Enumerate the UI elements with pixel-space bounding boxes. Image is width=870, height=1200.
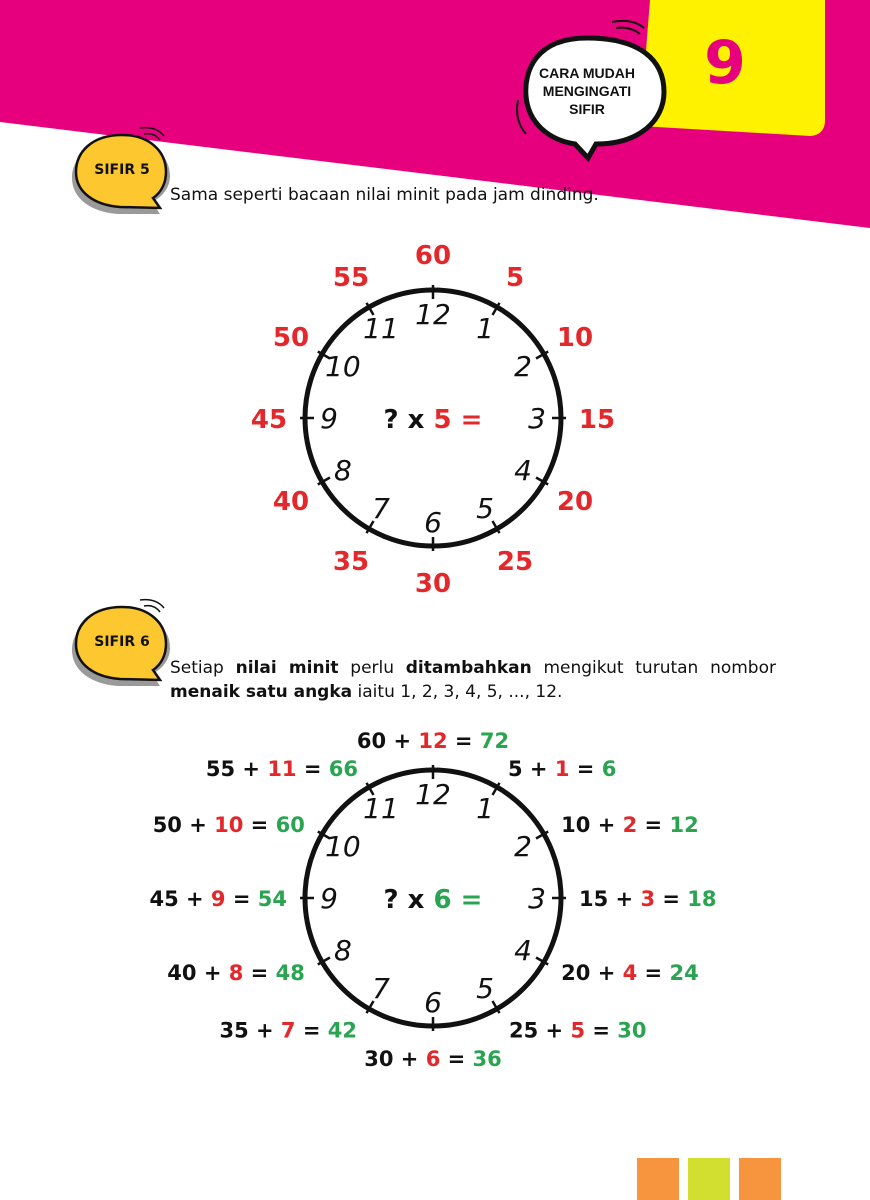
eq-addend: 9 <box>210 887 226 911</box>
minute-label: 20 <box>556 487 594 517</box>
addition-equation <box>561 961 699 985</box>
addition-equation <box>167 961 305 985</box>
sifir6-clock <box>149 729 716 1071</box>
eq-result: 54 <box>257 887 287 911</box>
eq-minute: 35 + <box>219 1018 281 1043</box>
minute-label: 30 <box>414 569 452 599</box>
clock-number: 12 <box>415 298 451 331</box>
addition-equation <box>364 1047 502 1071</box>
sifir5-badge-label: SIFIR 5 <box>94 162 150 178</box>
clock-center-equation <box>384 405 483 435</box>
eq-minute: 50 + <box>152 813 215 837</box>
desc-text: iaitu 1, 2, 3, 4, 5, ..., 12. <box>352 682 563 702</box>
clock-number: 4 <box>514 934 532 967</box>
eq-result: 72 <box>479 729 510 753</box>
minute-label: 25 <box>496 547 534 578</box>
clock-number: 3 <box>528 402 546 435</box>
minute-label: 60 <box>414 241 452 271</box>
sifir6-description-line2 <box>170 681 562 703</box>
minute-label: 40 <box>272 487 310 517</box>
clock-number: 6 <box>424 506 442 539</box>
desc-text: perlu <box>338 658 406 678</box>
eq-result: 60 <box>275 813 305 837</box>
title-line-1: CARA MUDAH <box>539 65 635 81</box>
eq-addend: 5 <box>570 1018 586 1043</box>
eq-result: 30 <box>617 1018 647 1043</box>
eq-addend: 6 <box>425 1047 441 1071</box>
addition-equation <box>219 1019 357 1043</box>
eq-equals: = <box>295 1018 328 1043</box>
eq-equals: = <box>440 1047 473 1071</box>
desc-bold-menaik: menaik satu angka <box>170 682 353 702</box>
eq-minute: 55 + <box>205 757 268 782</box>
eq-equals: = <box>637 961 670 985</box>
clock-number: 11 <box>363 791 399 825</box>
center-multiplier: 5 = <box>433 405 483 435</box>
sifir5-clock <box>251 241 615 599</box>
addition-equation <box>561 813 699 837</box>
eq-equals: = <box>447 729 480 753</box>
page-number: 9 <box>704 28 746 98</box>
eq-equals: = <box>637 813 670 837</box>
desc-bold-ditambahkan: ditambahkan <box>405 658 532 678</box>
clock-number: 8 <box>334 934 352 967</box>
eq-result: 66 <box>328 757 358 782</box>
eq-result: 24 <box>669 961 699 985</box>
clock-number: 2 <box>514 350 532 383</box>
eq-result: 18 <box>687 887 717 911</box>
eq-equals: = <box>655 887 688 911</box>
eq-result: 42 <box>327 1018 357 1043</box>
addition-equation <box>149 887 287 911</box>
clock-number: 5 <box>476 972 494 1006</box>
desc-text: Setiap <box>170 658 236 678</box>
sifir6-description-line1 <box>170 657 776 679</box>
eq-equals: = <box>585 1018 618 1043</box>
clock-number: 3 <box>528 882 546 915</box>
center-question: ? x <box>383 405 434 435</box>
desc-text: mengikut turutan nombor <box>531 658 776 678</box>
clock-number: 9 <box>320 402 338 435</box>
minute-label: 45 <box>250 405 288 435</box>
minute-label: 55 <box>332 262 370 293</box>
clock-number: 1 <box>476 311 494 345</box>
clock-number: 9 <box>320 882 338 915</box>
eq-addend: 8 <box>228 961 244 985</box>
clock-number: 6 <box>424 986 442 1019</box>
eq-minute: 60 + <box>356 729 419 753</box>
footer-block-orange-1 <box>637 1158 679 1200</box>
desc-bold-nilai-minit: nilai minit <box>235 658 339 678</box>
clock-center-equation <box>384 885 483 915</box>
eq-minute: 30 + <box>364 1047 426 1071</box>
center-question: ? x <box>383 885 434 915</box>
eq-result: 36 <box>472 1047 502 1071</box>
title-line-2: MENGINGATI <box>542 83 632 99</box>
sifir6-badge-label: SIFIR 6 <box>94 634 150 650</box>
clock-number: 2 <box>514 830 532 863</box>
minute-label: 35 <box>332 547 370 578</box>
eq-equals: = <box>243 813 276 837</box>
sifir5-description: Sama seperti bacaan nilai minit pada jam dinding. <box>170 185 599 205</box>
clock-number: 7 <box>372 492 390 526</box>
clock-number: 1 <box>476 791 494 825</box>
eq-equals: = <box>243 961 276 985</box>
addition-equation <box>206 757 358 781</box>
clock-number: 7 <box>372 972 390 1006</box>
eq-addend: 12 <box>418 729 448 753</box>
eq-equals: = <box>296 757 329 782</box>
eq-minute: 10 + <box>561 813 623 837</box>
footer-block-lime <box>688 1158 730 1200</box>
minute-label: 10 <box>556 323 594 353</box>
eq-result: 48 <box>275 961 305 985</box>
eq-addend: 11 <box>267 757 297 782</box>
clock-number: 8 <box>334 454 352 487</box>
addition-equation <box>509 1019 647 1043</box>
clock-number: 5 <box>476 492 494 526</box>
clock-number: 4 <box>514 454 532 487</box>
addition-equation <box>153 813 305 837</box>
addition-equation <box>508 757 616 781</box>
eq-minute: 5 + <box>508 757 555 782</box>
eq-addend: 10 <box>214 813 244 837</box>
eq-minute: 20 + <box>561 961 623 985</box>
eq-addend: 1 <box>554 757 570 782</box>
eq-equals: = <box>225 887 258 911</box>
eq-minute: 25 + <box>509 1018 571 1043</box>
eq-addend: 2 <box>622 813 638 837</box>
eq-minute: 15 + <box>579 887 641 911</box>
addition-equation <box>357 729 509 753</box>
eq-addend: 4 <box>622 961 638 985</box>
eq-addend: 3 <box>640 887 656 911</box>
minute-label: 50 <box>272 323 310 353</box>
eq-minute: 45 + <box>149 887 211 911</box>
eq-minute: 40 + <box>167 961 229 985</box>
eq-equals: = <box>569 757 602 782</box>
minute-label: 15 <box>578 405 616 435</box>
title-line-3: SIFIR <box>569 101 605 117</box>
clock-number: 12 <box>415 778 451 811</box>
eq-result: 12 <box>669 813 699 837</box>
clock-number: 10 <box>325 830 361 863</box>
footer-block-orange-2 <box>739 1158 781 1200</box>
minute-label: 5 <box>505 262 525 293</box>
eq-result: 6 <box>601 757 617 782</box>
center-multiplier: 6 = <box>433 885 483 915</box>
addition-equation <box>579 887 717 911</box>
eq-addend: 7 <box>280 1018 296 1043</box>
clock-number: 10 <box>325 350 361 383</box>
clock-number: 11 <box>363 311 399 345</box>
